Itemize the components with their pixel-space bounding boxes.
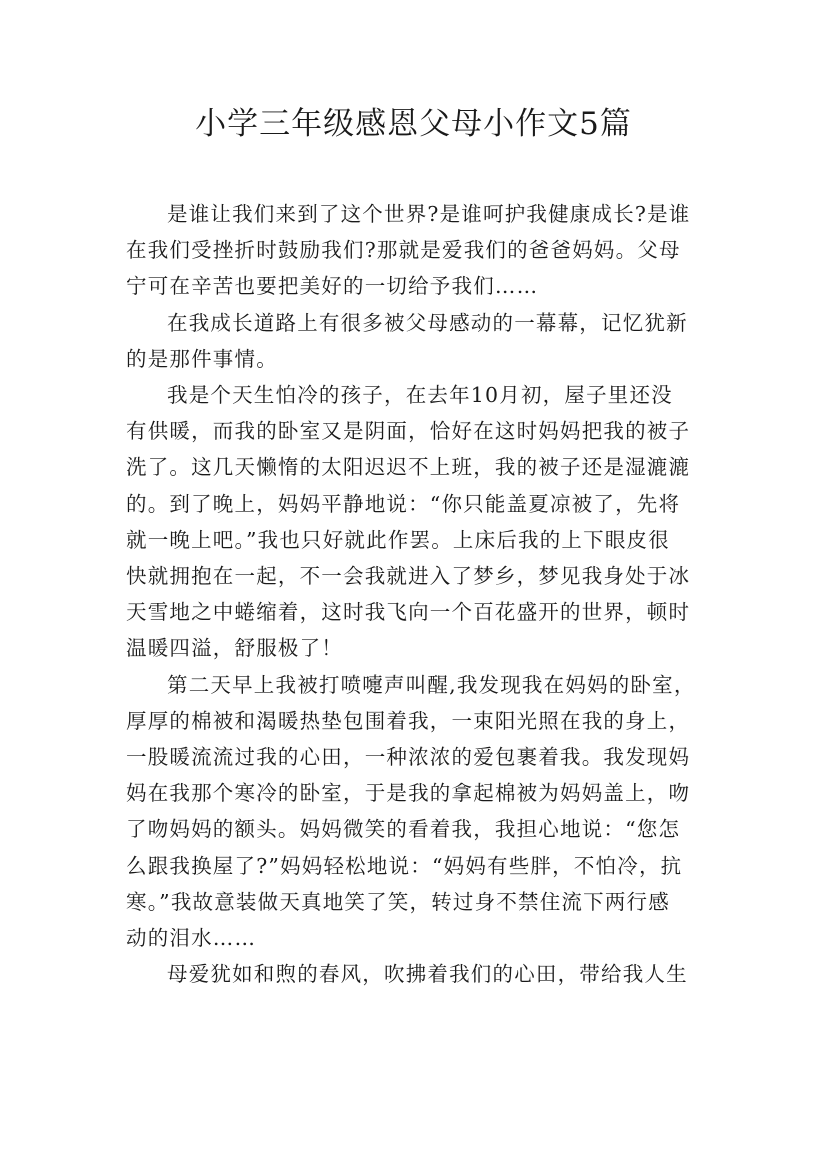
text-line: 动的泪水……	[126, 926, 257, 951]
text-line: 母爱犹如和煦的春风，吹拂着我们的心田，带给我人生	[167, 962, 688, 987]
text-line: 了吻妈妈的额头。妈妈微笑的看着我，我担心地说：“您怎	[126, 817, 681, 842]
paragraph-2	[126, 305, 706, 377]
text-line: 洗了。这几天懒惰的太阳迟迟不上班，我的被子还是湿漉漉	[126, 455, 691, 480]
text-line: 妈在我那个寒冷的卧室，于是我的拿起棉被为妈妈盖上，吻	[126, 781, 691, 806]
text-line: 厚厚的棉被和渴暖热垫包围着我，一束阳光照在我的身上，	[126, 708, 691, 733]
document-body	[126, 196, 706, 992]
text-line: 的是那件事情。	[126, 346, 278, 371]
text-line: 温暖四溢，舒服极了！	[126, 636, 343, 661]
text-line: 宁可在辛苦也要把美好的一切给予我们……	[126, 274, 539, 299]
paragraph-1	[126, 196, 706, 305]
text-line: 快就拥抱在一起，不一会我就进入了梦乡，梦见我身处于冰	[126, 564, 691, 589]
paragraph-4	[126, 667, 706, 957]
text-line: 是谁让我们来到了这个世界?是谁呵护我健康成长?是谁	[167, 202, 691, 226]
text-line: 第二天早上我被打喷嚏声叫醒,我发现我在妈妈的卧室，	[167, 672, 696, 697]
text-line: 我是个天生怕冷的孩子，在去年10月初，屋子里还没	[167, 383, 673, 408]
text-line: 在我成长道路上有很多被父母感动的一幕幕，记忆犹新	[167, 310, 688, 335]
text-line: 一股暖流流过我的心田，一种浓浓的爱包裹着我。我发现妈	[126, 745, 691, 770]
text-line: 么跟我换屋了?”妈妈轻松地说：“妈妈有些胖，不怕冷，抗	[126, 853, 683, 878]
text-line: 天雪地之中蜷缩着，这时我飞向一个百花盛开的世界，顿时	[126, 600, 691, 625]
text-line: 的。到了晚上，妈妈平静地说：“你只能盖夏凉被了，先将	[126, 491, 681, 516]
paragraph-5	[126, 956, 706, 992]
text-line: 在我们受挫折时鼓励我们?那就是爱我们的爸爸妈妈。父母	[126, 238, 681, 263]
text-line: 就一晚上吧。”我也只好就此作罢。上床后我的上下眼皮很	[126, 527, 670, 552]
document-title: 小学三年级感恩父母小作文5篇	[195, 106, 632, 142]
text-line: 有供暖，而我的卧室又是阴面，恰好在这时妈妈把我的被子	[126, 419, 691, 444]
text-line: 寒。”我故意装做天真地笑了笑，转过身不禁住流下两行感	[126, 889, 670, 914]
paragraph-3	[126, 377, 706, 667]
